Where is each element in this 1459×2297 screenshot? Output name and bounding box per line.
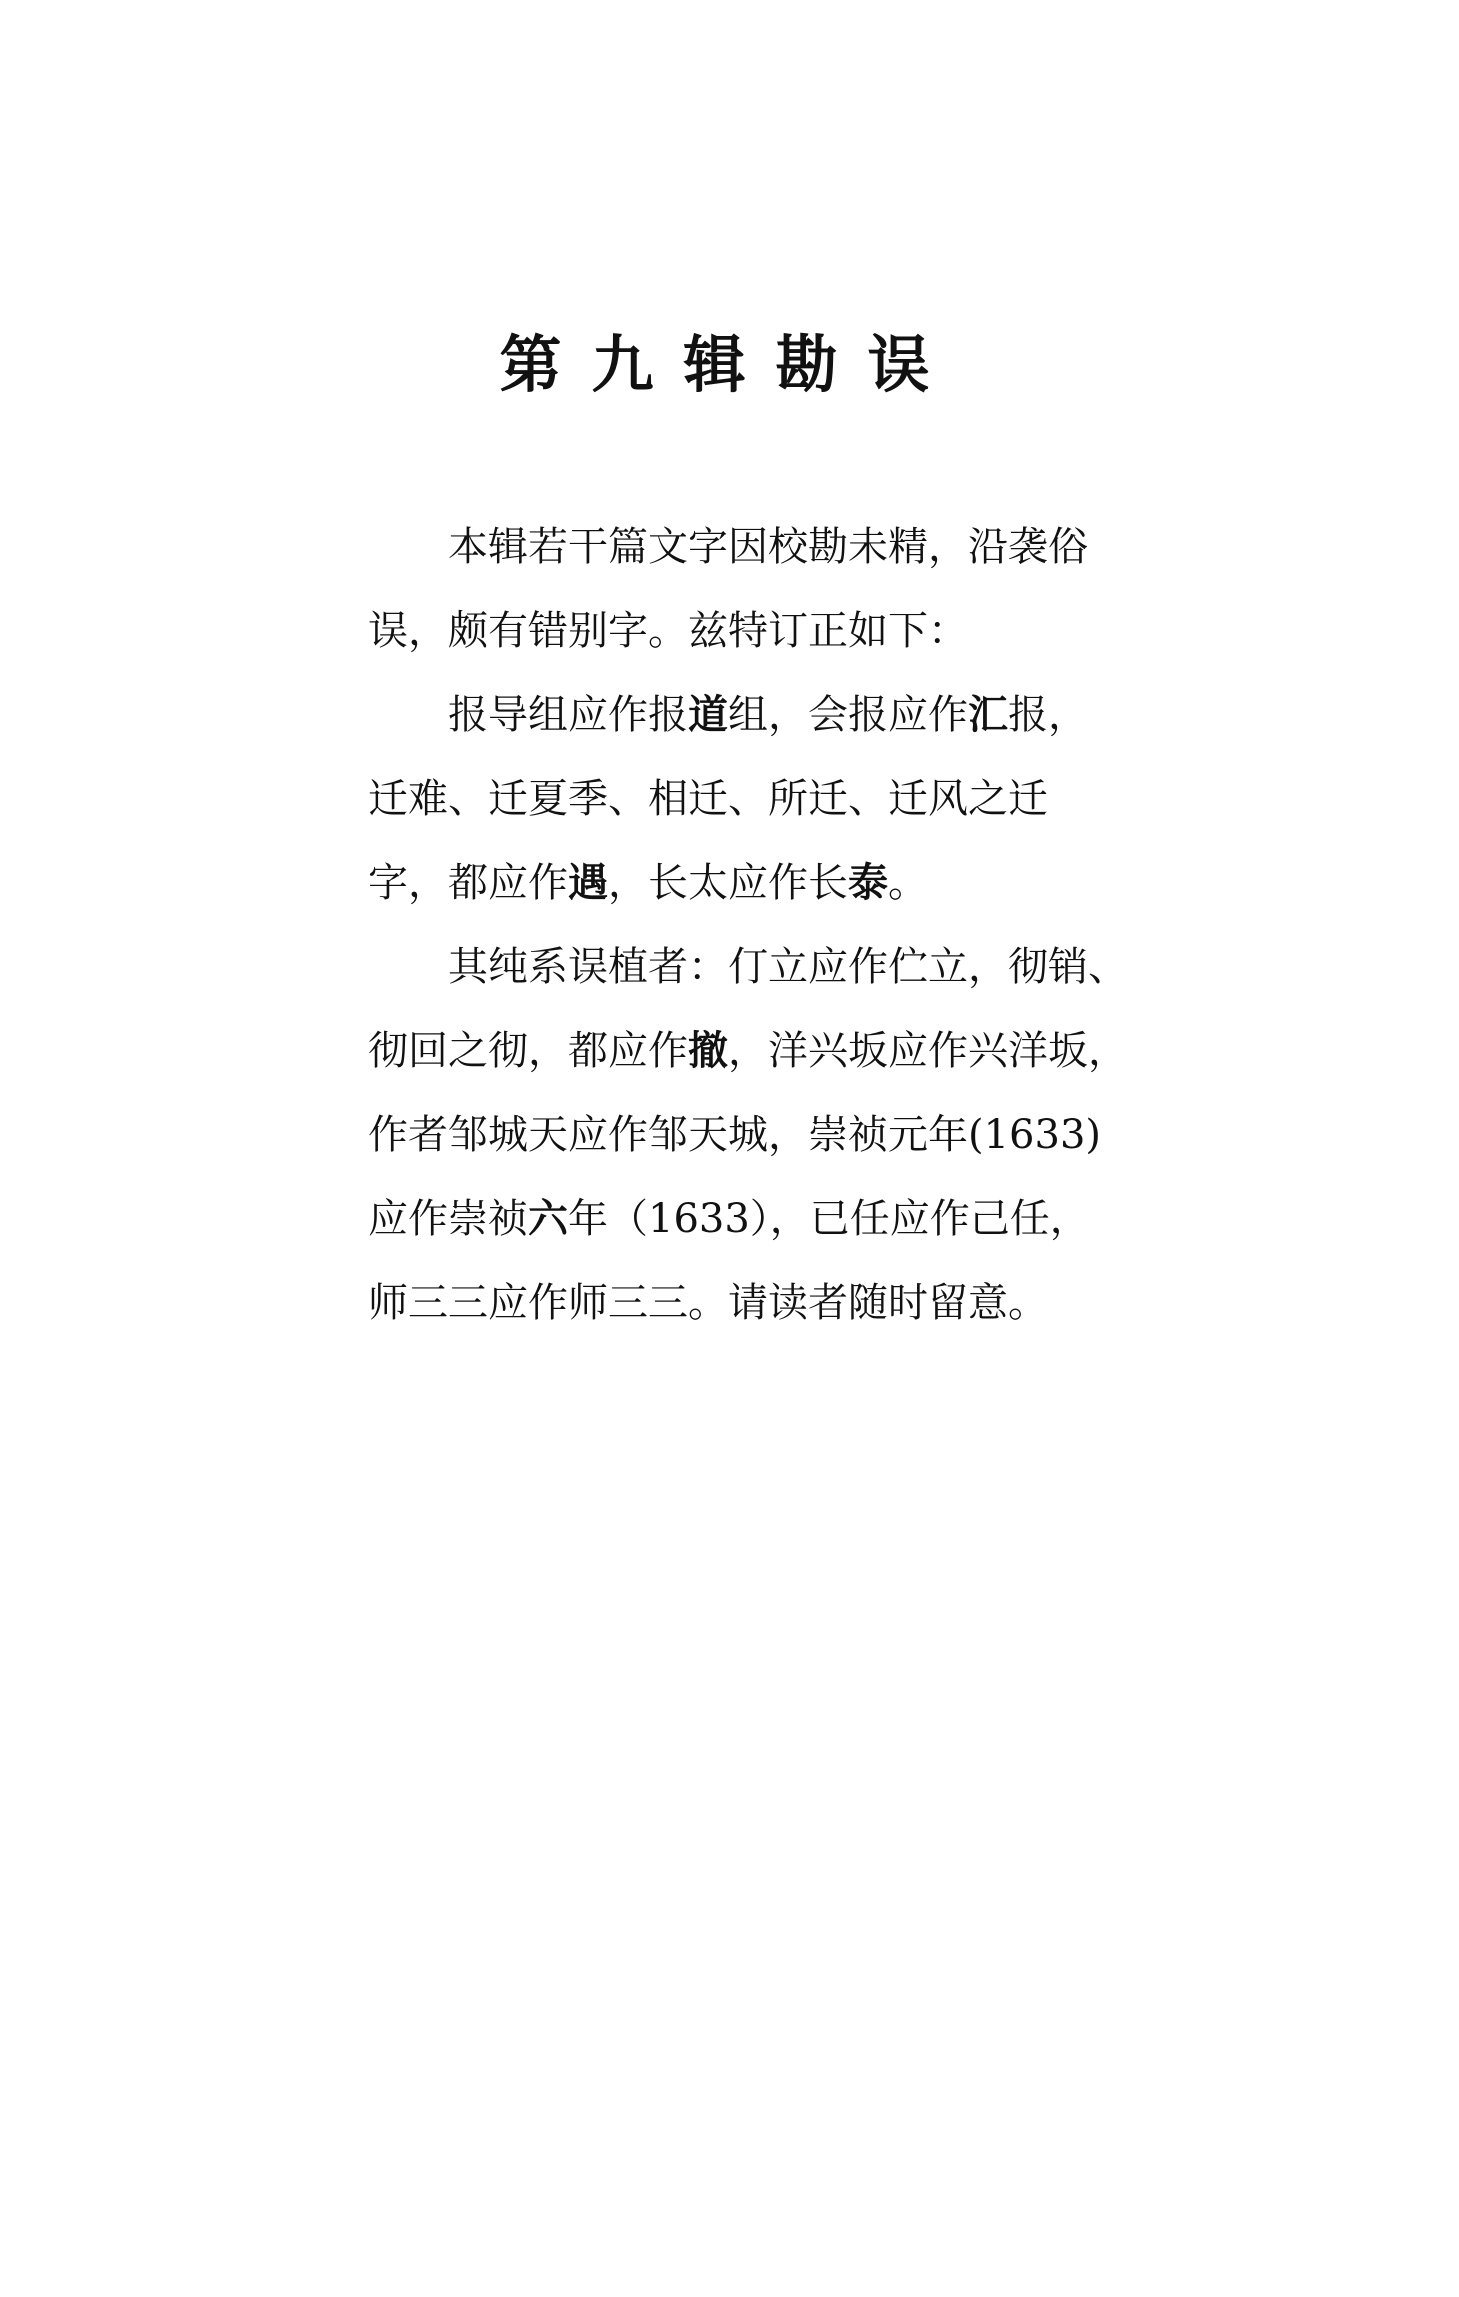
text-segment: 彻回之彻，都应作 bbox=[368, 1028, 688, 1074]
errata-body bbox=[368, 505, 1128, 1345]
text-line bbox=[368, 925, 1128, 1009]
text-line bbox=[368, 1261, 1128, 1345]
corrected-character: 遇 bbox=[568, 859, 608, 906]
corrected-character: 撤 bbox=[688, 1027, 728, 1074]
page-title: 第九辑勘误 bbox=[499, 328, 960, 401]
text-segment: 师三三应作师三三。请读者随时留意。 bbox=[368, 1280, 1048, 1326]
paragraph bbox=[368, 925, 1128, 1345]
text-segment: 其纯系误植者：仃立应作伫立，彻销、 bbox=[448, 944, 1128, 990]
text-line bbox=[368, 1093, 1128, 1177]
text-line bbox=[368, 589, 1128, 673]
text-segment: 本辑若干篇文字因校勘未精，沿袭俗 bbox=[448, 524, 1088, 570]
text-line bbox=[368, 673, 1128, 757]
text-line bbox=[368, 505, 1128, 589]
corrected-character: 汇 bbox=[968, 691, 1008, 738]
text-segment: 迁难、迁夏季、相迁、所迁、迁风之迁 bbox=[368, 776, 1048, 822]
paragraph bbox=[368, 505, 1128, 673]
text-segment: 组，会报应作 bbox=[728, 692, 968, 738]
text-segment: 年（1633），已任应作己任， bbox=[568, 1196, 1090, 1242]
text-line bbox=[368, 757, 1128, 841]
paragraph bbox=[368, 673, 1128, 925]
text-segment: 作者邹城天应作邹天城，崇祯元年(1633) bbox=[368, 1112, 1102, 1158]
text-segment: 误，颇有错别字。兹特订正如下： bbox=[368, 608, 968, 654]
corrected-character: 道 bbox=[688, 691, 728, 738]
text-segment: 报， bbox=[1008, 692, 1088, 738]
corrected-character: 六 bbox=[528, 1195, 568, 1242]
text-segment: ，洋兴坂应作兴洋坂， bbox=[728, 1028, 1128, 1074]
text-line bbox=[368, 1177, 1128, 1261]
text-segment: 。 bbox=[888, 860, 928, 906]
text-segment: 应作崇祯 bbox=[368, 1196, 528, 1242]
text-line bbox=[368, 1009, 1128, 1093]
text-line bbox=[368, 841, 1128, 925]
corrected-character: 泰 bbox=[848, 859, 888, 906]
text-segment: 报导组应作报 bbox=[448, 692, 688, 738]
text-segment: 字，都应作 bbox=[368, 860, 568, 906]
text-segment: ，长太应作长 bbox=[608, 860, 848, 906]
